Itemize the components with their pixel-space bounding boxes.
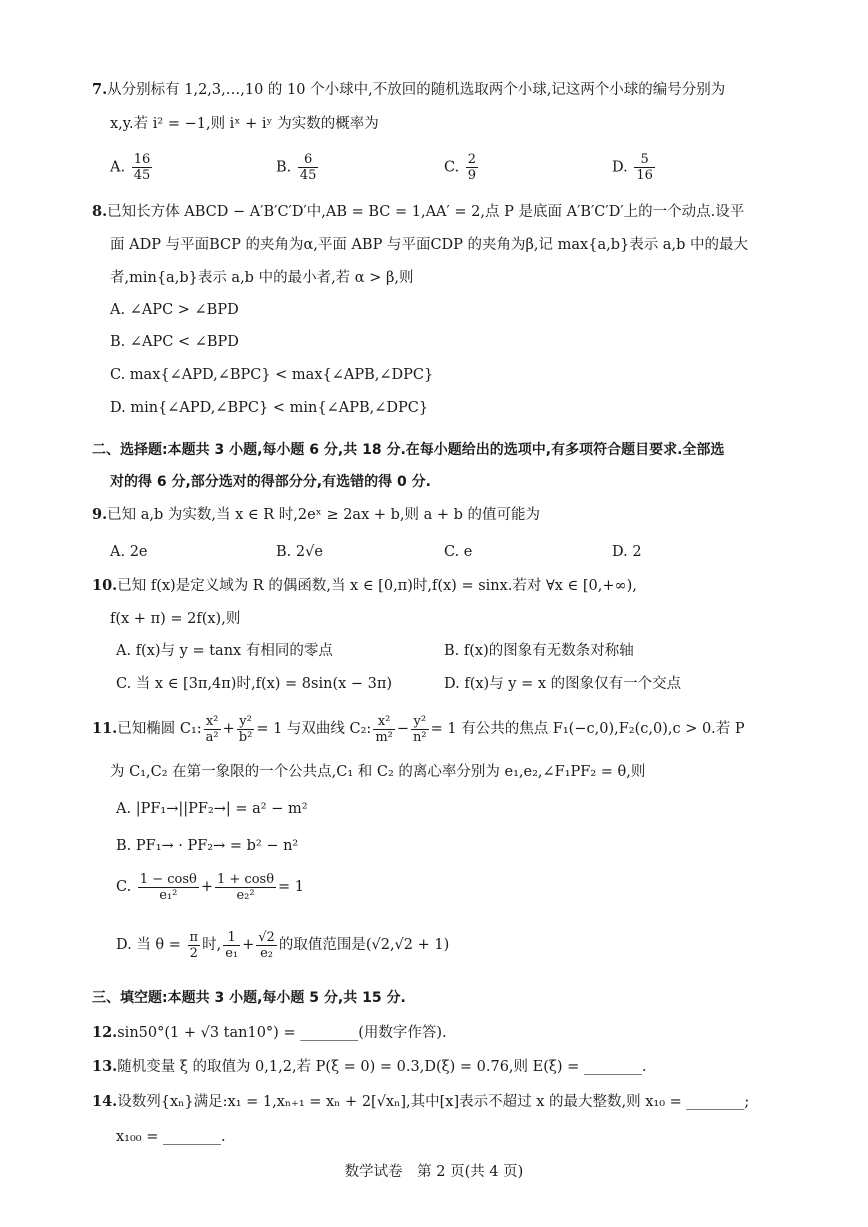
q9-option-c: C. e <box>444 544 473 560</box>
q11-option-d-f3-denominator: e₂ <box>260 945 273 961</box>
q11-option-d-f1-numerator: π <box>189 929 199 945</box>
q7-line2 <box>110 114 379 134</box>
q11-option-d-f2-denominator: e₁ <box>225 945 239 961</box>
q11-option-d <box>116 928 449 962</box>
q14-number: 14. <box>92 1093 118 1110</box>
q11-stem-1a: 已知椭圆 C₁: <box>117 721 202 737</box>
q13-line1 <box>92 1057 647 1077</box>
q8-option-d: D. min{∠APD,∠BPC} < min{∠APB,∠DPC} <box>110 400 429 416</box>
q7-option-d-denominator: 16 <box>636 168 653 183</box>
q8-line2 <box>110 235 748 255</box>
q11-option-b: B. PF₁→ · PF₂→ = b² − n² <box>116 838 299 854</box>
q10-option-c: C. 当 x ∈ [3π,4π)时,f(x) = 8sin(x − 3π) <box>116 676 393 692</box>
q7-option-b-numerator: 6 <box>298 152 319 168</box>
q11-option-c-plus: + <box>200 879 213 895</box>
q11-stem-1b: = 1 与双曲线 C₂: <box>256 721 372 737</box>
q12-number: 12. <box>92 1024 118 1041</box>
q7-option-b-fraction <box>298 152 319 183</box>
q11-option-d-fraction-2 <box>223 930 240 961</box>
q9-option-a: A. 2e <box>110 544 148 560</box>
q14-line1 <box>92 1092 749 1112</box>
q7-stem-1: 从分别标有 1,2,3,…,10 的 10 个小球中,不放回的随机选取两个小球,记这两个小球的编号分别为 <box>107 82 726 98</box>
page-footer: 数学试卷 第 2 页(共 4 页) <box>344 1164 524 1180</box>
q11-option-c-fraction-2 <box>215 872 276 903</box>
q7-option-a-fraction <box>132 152 153 183</box>
q11-stem-2: 为 C₁,C₂ 在第一象限的一个公共点,C₁ 和 C₂ 的离心率分别为 e₁,e₂,∠F₁PF₂ = θ,则 <box>110 764 646 780</box>
q8-stem-2: 面 ADP 与平面BCP 的夹角为α,平面 ABP 与平面CDP 的夹角为β,记 max{a,b}表示 a,b 中的最大 <box>110 237 748 253</box>
q11-f4-numerator: y² <box>411 714 429 730</box>
q11-line1 <box>92 712 745 746</box>
q11-option-c-fraction-1 <box>138 872 199 903</box>
q7-option-c-fraction <box>466 152 478 183</box>
q8-number: 8. <box>92 203 108 220</box>
q14-line2 <box>116 1127 226 1147</box>
q7-option-b-label: B. <box>276 159 292 176</box>
q8-option-a: A. ∠APC > ∠BPD <box>110 302 239 318</box>
q7-option-a-numerator: 16 <box>133 152 151 167</box>
q7-option-d <box>612 152 657 183</box>
q10-option-b: B. f(x)的图象有无数条对称轴 <box>444 643 634 659</box>
q7-option-d-label: D. <box>612 159 628 176</box>
q11-option-d-mid: 时, <box>202 937 222 953</box>
q7-number: 7. <box>92 81 108 98</box>
q11-f2-denominator: b² <box>238 729 253 745</box>
q10-stem-2: f(x + π) = 2f(x),则 <box>110 611 241 627</box>
q10-option-a: A. f(x)与 y = tanx 有相同的零点 <box>116 643 333 659</box>
q7-line1 <box>92 80 725 100</box>
q11-option-d-plus: + <box>242 937 255 953</box>
q7-option-c-label: C. <box>444 159 460 176</box>
q8-line1 <box>92 202 744 222</box>
q11-option-c-f2-denominator: e₂² <box>236 887 255 903</box>
q8-line3 <box>110 268 413 288</box>
q11-option-a: A. |PF₁→||PF₂→| = a² − m² <box>116 801 308 817</box>
section-2-heading-line2: 对的得 6 分,部分选对的得部分分,有选错的得 0 分. <box>110 474 431 490</box>
q11-number: 11. <box>92 720 118 737</box>
section-2-heading-line1: 二、选择题:本题共 3 小题,每小题 6 分,共 18 分.在每小题给出的选项中,有多项符合题目要求.全部选 <box>92 442 725 458</box>
q11-line2 <box>110 762 645 782</box>
q11-f4-denominator: n² <box>413 729 427 745</box>
q7-option-d-numerator: 5 <box>634 152 655 168</box>
q11-minus-sign: − <box>396 721 410 737</box>
q11-ellipse-x-fraction <box>204 714 221 745</box>
q8-option-b: B. ∠APC < ∠BPD <box>110 334 239 350</box>
q10-line2 <box>110 609 240 629</box>
q7-option-a <box>110 152 154 183</box>
q11-f1-denominator: a² <box>205 729 219 745</box>
q7-option-b-denominator: 45 <box>299 168 317 183</box>
q10-stem-1: 已知 f(x)是定义域为 R 的偶函数,当 x ∈ [0,π)时,f(x) = sinx.若对 ∀x ∈ [0,+∞), <box>117 578 637 594</box>
q9-option-d: D. 2 <box>612 544 642 560</box>
q9-option-b: B. 2√e <box>276 544 323 560</box>
q11-option-d-label: D. 当 θ = <box>116 937 181 953</box>
q8-option-c: C. max{∠APD,∠BPC} < max{∠APB,∠DPC} <box>110 367 434 383</box>
q11-option-d-f2-numerator: 1 <box>223 930 240 946</box>
q7-option-d-fraction <box>634 152 655 183</box>
q11-hyperbola-x-fraction <box>373 714 395 745</box>
q7-option-a-label: A. <box>110 159 126 176</box>
q8-stem-3: 者,min{a,b}表示 a,b 中的最小者,若 α > β,则 <box>110 270 414 286</box>
q11-f2-numerator: y² <box>237 714 255 730</box>
q11-option-c-tail: = 1 <box>278 879 305 895</box>
q11-option-c-f1-numerator: 1 − cosθ <box>139 871 197 887</box>
q11-option-c-f1-denominator: e₁² <box>159 887 178 903</box>
q11-stem-1c: = 1 有公共的焦点 F₁(−c,0),F₂(c,0),c > 0.若 P <box>430 721 745 737</box>
q11-plus-sign: + <box>222 721 235 737</box>
q13-number: 13. <box>92 1058 118 1075</box>
q10-option-d: D. f(x)与 y = x 的图象仅有一个交点 <box>444 676 682 692</box>
q9-stem: 已知 a,b 为实数,当 x ∈ R 时,2eˣ ≥ 2ax + b,则 a + b 的值可能为 <box>107 507 541 523</box>
q11-f3-denominator: m² <box>375 729 393 745</box>
q7-option-c-numerator: 2 <box>467 152 477 167</box>
q9-line1 <box>92 505 540 525</box>
q7-option-c <box>444 152 480 183</box>
q11-option-d-f1-denominator: 2 <box>189 945 198 961</box>
q14-stem-1: 设数列{xₙ}满足:x₁ = 1,xₙ₊₁ = xₙ + 2[√xₙ],其中[x]表示不超过 x 的最大整数,则 x₁₀ = ________; <box>117 1094 750 1110</box>
q11-f1-numerator: x² <box>204 714 221 730</box>
q7-option-c-denominator: 9 <box>467 168 477 183</box>
q12-stem: sin50°(1 + √3 tan10°) = ________(用数字作答). <box>117 1025 447 1041</box>
q11-option-d-fraction-3 <box>256 930 277 961</box>
q11-hyperbola-y-fraction <box>411 714 429 745</box>
q9-number: 9. <box>92 506 108 523</box>
q10-number: 10. <box>92 577 118 594</box>
q7-option-b <box>276 152 320 183</box>
section-3-heading: 三、填空题:本题共 3 小题,每小题 5 分,共 15 分. <box>92 990 406 1006</box>
q7-option-a-denominator: 45 <box>133 168 151 183</box>
q12-line1 <box>92 1023 447 1043</box>
q11-f3-numerator: x² <box>373 714 395 730</box>
q14-stem-2: x₁₀₀ = ________. <box>116 1129 226 1145</box>
q11-option-d-tail: 的取值范围是(√2,√2 + 1) <box>278 937 450 953</box>
q7-stem-2: x,y.若 i² = −1,则 iˣ + iʸ 为实数的概率为 <box>110 116 379 132</box>
q11-option-c-label: C. <box>116 879 132 895</box>
q11-option-d-f3-numerator: √2 <box>258 929 275 945</box>
q11-ellipse-y-fraction <box>237 714 255 745</box>
q11-option-c-f2-numerator: 1 + cosθ <box>217 871 275 887</box>
q8-stem-1: 已知长方体 ABCD − A′B′C′D′中,AB = BC = 1,AA′ = 2,点 P 是底面 A′B′C′D′上的一个动点.设平 <box>107 204 745 220</box>
q13-stem: 随机变量 ξ 的取值为 0,1,2,若 P(ξ = 0) = 0.3,D(ξ) = 0.76,则 E(ξ) = ________. <box>117 1059 647 1075</box>
q10-line1 <box>92 576 637 596</box>
q11-option-c <box>116 870 304 904</box>
q11-option-d-fraction-1 <box>188 930 201 961</box>
